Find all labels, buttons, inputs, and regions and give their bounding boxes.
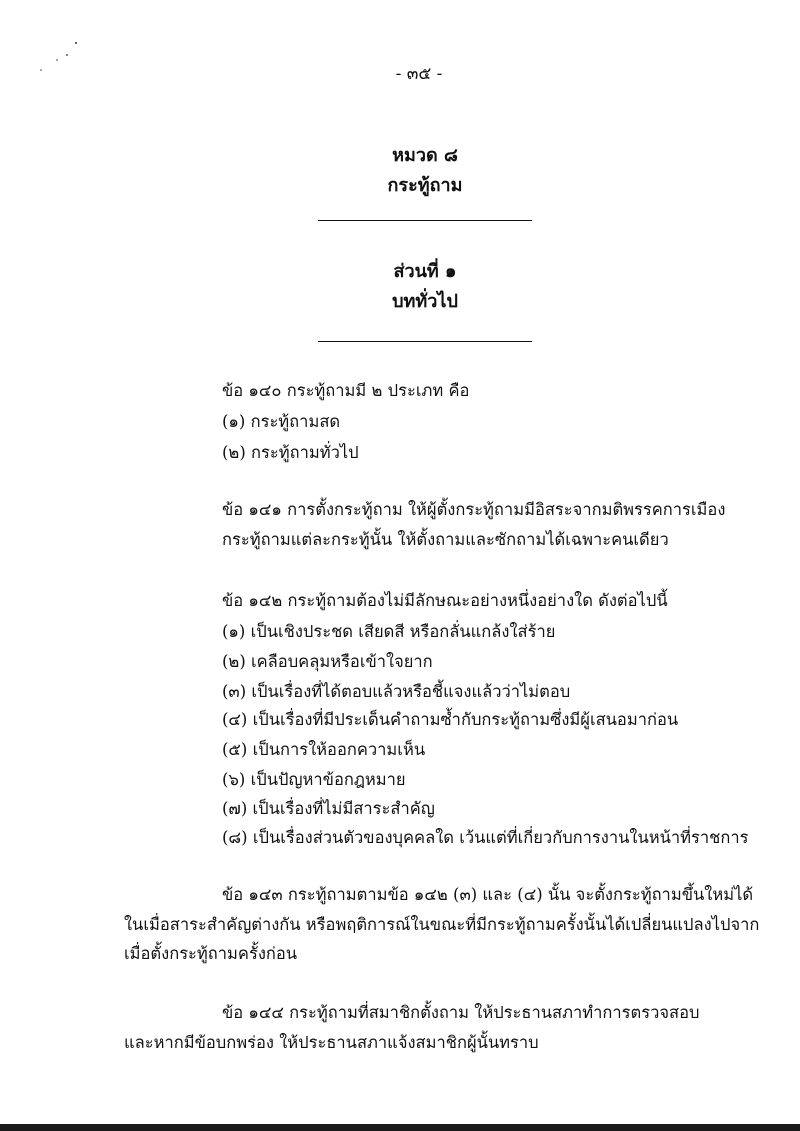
chapter-label: หมวด ๘ xyxy=(392,145,458,166)
clause-142-item-1: (๑) เป็นเชิงประชด เสียดสี หรือกลั่นแกล้งใส่ร้าย xyxy=(222,622,556,641)
divider-line xyxy=(318,220,532,221)
clause-144-line-1: ข้อ ๑๔๔ กระทู้ถามที่สมาชิกตั้งถาม ให้ประธานสภาทำการตรวจสอบ xyxy=(222,1003,700,1022)
clause-143-line-1: ข้อ ๑๔๓ กระทู้ถามตามข้อ ๑๔๒ (๓) และ (๔) นั้น จะตั้งกระทู้ถามขึ้นใหม่ได้ xyxy=(222,885,754,904)
clause-142-item-2: (๒) เคลือบคลุมหรือเข้าใจยาก xyxy=(222,652,433,671)
clause-142-item-3: (๓) เป็นเรื่องที่ได้ตอบแล้วหรือชี้แจงแล้วว่าไม่ตอบ xyxy=(222,682,571,701)
clause-142-item-5: (๕) เป็นการให้ออกความเห็น xyxy=(222,740,426,759)
divider-line xyxy=(318,341,532,342)
page-number: - ๓๕ - xyxy=(395,64,443,84)
scan-bottom-edge xyxy=(0,1124,800,1131)
part-label: ส่วนที่ ๑ xyxy=(393,261,457,282)
clause-140-item-1: (๑) กระทู้ถามสด xyxy=(222,412,341,431)
clause-142: ข้อ ๑๔๒ กระทู้ถามต้องไม่มีลักษณะอย่างหนึ่งอย่างใด ดังต่อไปนี้ xyxy=(222,591,668,610)
clause-143-line-2: ในเมื่อสาระสำคัญต่างกัน หรือพฤติการณ์ในขณะที่มีกระทู้ถามครั้งนั้นได้เปลี่ยนแปลงไปจาก xyxy=(124,915,760,934)
clause-141-line-2: กระทู้ถามแต่ละกระทู้นั้น ให้ตั้งถามและซักถามได้เฉพาะคนเดียว xyxy=(222,530,669,549)
clause-140-item-2: (๒) กระทู้ถามทั่วไป xyxy=(222,443,359,462)
chapter-title: กระทู้ถาม xyxy=(387,175,463,196)
clause-142-item-8: (๘) เป็นเรื่องส่วนตัวของบุคคลใด เว้นแต่ที่เกี่ยวกับการงานในหน้าที่ราชการ xyxy=(222,828,749,847)
clause-142-item-6: (๖) เป็นปัญหาข้อกฎหมาย xyxy=(222,770,406,789)
clause-140: ข้อ ๑๔๐ กระทู้ถามมี ๒ ประเภท คือ xyxy=(222,381,470,400)
clause-144-line-2: และหากมีข้อบกพร่อง ให้ประธานสภาแจ้งสมาชิกผู้นั้นทราบ xyxy=(124,1033,539,1052)
clause-141-line-1: ข้อ ๑๔๑ การตั้งกระทู้ถาม ให้ผู้ตั้งกระทู้ถามมีอิสระจากมติพรรคการเมือง xyxy=(222,500,726,519)
clause-142-item-4: (๔) เป็นเรื่องที่มีประเด็นคำถามซ้ำกับกระทู้ถามซึ่งมีผู้เสนอมาก่อน xyxy=(222,710,679,729)
part-title: บททั่วไป xyxy=(392,291,458,312)
clause-143-line-3: เมื่อตั้งกระทู้ถามครั้งก่อน xyxy=(124,944,298,963)
clause-142-item-7: (๗) เป็นเรื่องที่ไม่มีสาระสำคัญ xyxy=(222,799,435,818)
